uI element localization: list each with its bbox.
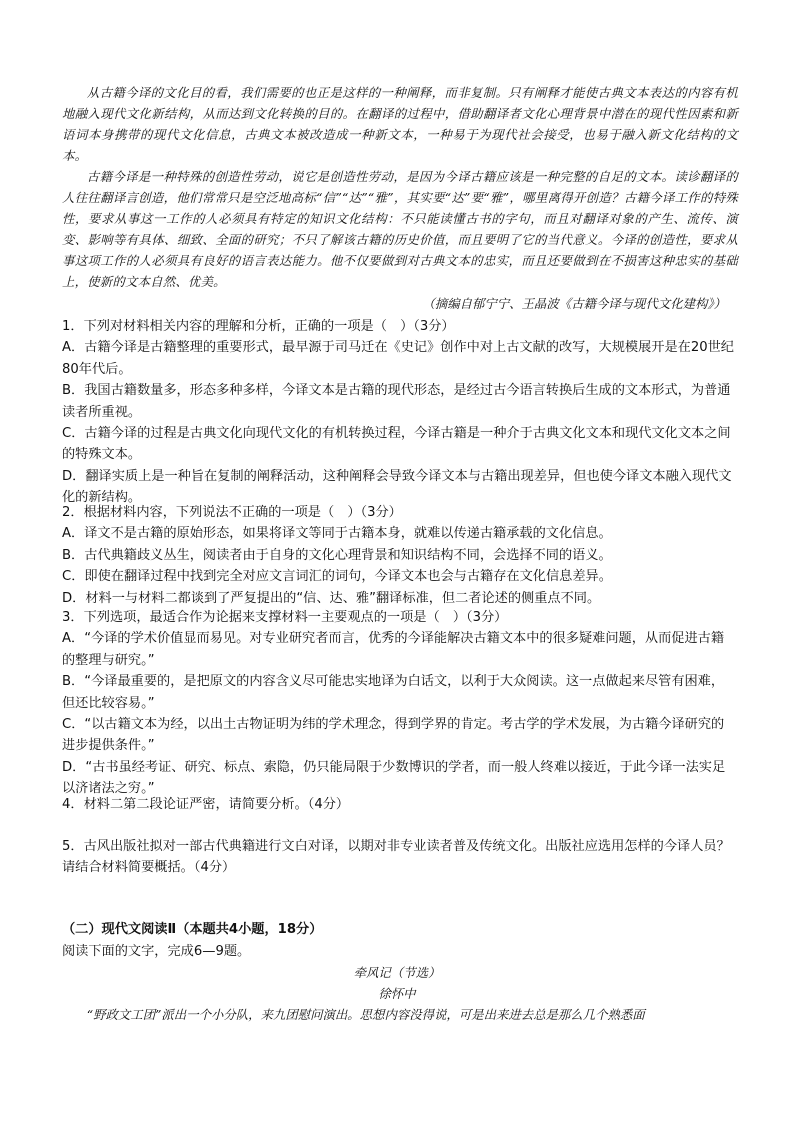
question-2	[62, 502, 734, 609]
question-3-option-c: C．“以古籍文本为经，以出土古物证明为纬的学术理念，得到学界的肯定。考古学的学术发展，为古籍今译研究的进步提供条件。”	[62, 717, 725, 754]
question-1-option-a: A．古籍今译是古籍整理的重要形式，最早源于司马迁在《史记》创作中对上古文献的改写，大规模展开是在20世纪80年代后。	[62, 340, 734, 377]
section-heading: （二）现代文阅读Ⅱ（本题共4小题，18分）	[62, 922, 323, 937]
question-3-option-b: B．“今译最重要的，是把原文的内容含义尽可能忠实地译为白话文，以利于大众阅读。这一点做起来尽管有困难，但还比较容易。”	[62, 674, 725, 711]
section-intro: 阅读下面的文字，完成6—9题。	[62, 944, 251, 959]
question-4-stem: 4．材料二第二段论证严密，请简要分析。（4分）	[62, 797, 350, 812]
question-3-stem: 3．下列选项，最适合作为论据来支撑材料一主要观点的一项是（ ）（3分）	[62, 610, 508, 625]
question-5	[62, 836, 734, 879]
question-2-option-a: A．译文不是古籍的原始形态，如果将译文等同于古籍本身，就难以传递古籍承载的文化信息。	[62, 526, 612, 542]
story-first-line: “野政文工团”派出一个小分队，来九团慰问演出。思想内容没得说，可是出来进去总是那么几个熟悉面	[86, 1007, 645, 1022]
question-1-option-b: B．我国古籍数量多，形态多种多样，今译文本是古籍的现代形态，是经过古今语言转换后生成的文本形式，为普通读者所重视。	[62, 383, 731, 420]
material-passage	[62, 82, 738, 292]
question-2-option-b: B．古代典籍歧义丛生，阅读者由于自身的文化心理背景和知识结构不同，会选择不同的语义。	[62, 547, 612, 563]
story-title: 牵风记（节选）	[353, 965, 441, 980]
passage-paragraph-1: 从古籍今译的文化目的看，我们需要的也正是这样的一种阐释，而非复制。只有阐释才能使古典文本表达的内容有机地融入现代文化新结构，从而达到文化转换的目的。在翻译的过程中，借助翻译者文化心理背景中潜在的现代性因素和新语词本身携带的现代文化信息，古典文本被改造成一种新文本，一种易于为现代社会接受，也易于融入新文化结构的文本。	[62, 85, 738, 163]
passage-paragraph-2: 古籍今译是一种特殊的创造性劳动，说它是创造性劳动，是因为今译古籍应该是一种完整的自足的文本。读诊翻译的人往往翻译言创造，他们常常只是空泛地高标“信”“达”“雅”，其实要“达”要“雅”，哪里离得开创造？古籍今译工作的特殊性，要求从事这一工作的人必须具有特定的知识文化结构：不只能读懂古书的字句，而且对翻译对象的产生、流传、演变、影响等有具体、细致、全面的研究；不只了解该古籍的历史价值，而且要明了它的当代意义。今译的创造性，要求从事这项工作的人必须具有良好的语言表达能力。他不仅要做到对古典文本的忠实，而且还要做到在不损害这种忠实的基础上，使新的文本自然、优美。	[62, 169, 738, 289]
question-4	[62, 794, 734, 815]
question-5-stem: 5．古风出版社拟对一部古代典籍进行文白对译，以期对非专业读者普及传统文化。出版社应选用怎样的今译人员？请结合材料简要概括。（4分）	[62, 839, 730, 876]
question-3-option-a: A．“今译的学术价值显而易见。对专业研究者而言，优秀的今译能解决古籍文本中的很多疑难问题，从而促进古籍的整理与研究。”	[62, 631, 725, 668]
question-3	[62, 607, 734, 800]
question-2-option-c: C．即使在翻译过程中找到完全对应文言词汇的词句，今译文本也会与古籍存在文化信息差异。	[62, 569, 612, 585]
story-author: 徐怀中	[378, 986, 416, 1001]
question-3-option-d: D．“古书虽经考证、研究、标点、索隐，仍只能局限于少数博识的学者，而一般人终难以接近，于此今译一法实足以济诸法之穷。”	[62, 759, 726, 797]
passage-source: （摘编自郁宁宁、王晶波《古籍今译与现代文化建构》）	[422, 296, 726, 311]
question-1-option-c: C．古籍今译的过程是古典文化向现代文化的有机转换过程，今译古籍是一种介于古典文化文本和现代文化文本之间的特殊文本。	[62, 426, 731, 463]
question-1	[62, 316, 734, 509]
question-2-option-d: D．材料一与材料二都谈到了严复提出的“信、达、雅”翻译标准，但二者论述的侧重点不同。	[62, 590, 601, 606]
question-2-stem: 2．根据材料内容，下列说法不正确的一项是（ ）（3分）	[62, 505, 402, 520]
question-1-option-d: D．翻译实质上是一种旨在复制的阐释活动，这种阐释会导致今译文本与古籍出现差异，但也使今译文本融入现代文化的新结构。	[62, 468, 732, 506]
question-1-stem: 1．下列对材料相关内容的理解和分析，正确的一项是（ ）（3分）	[62, 319, 455, 334]
